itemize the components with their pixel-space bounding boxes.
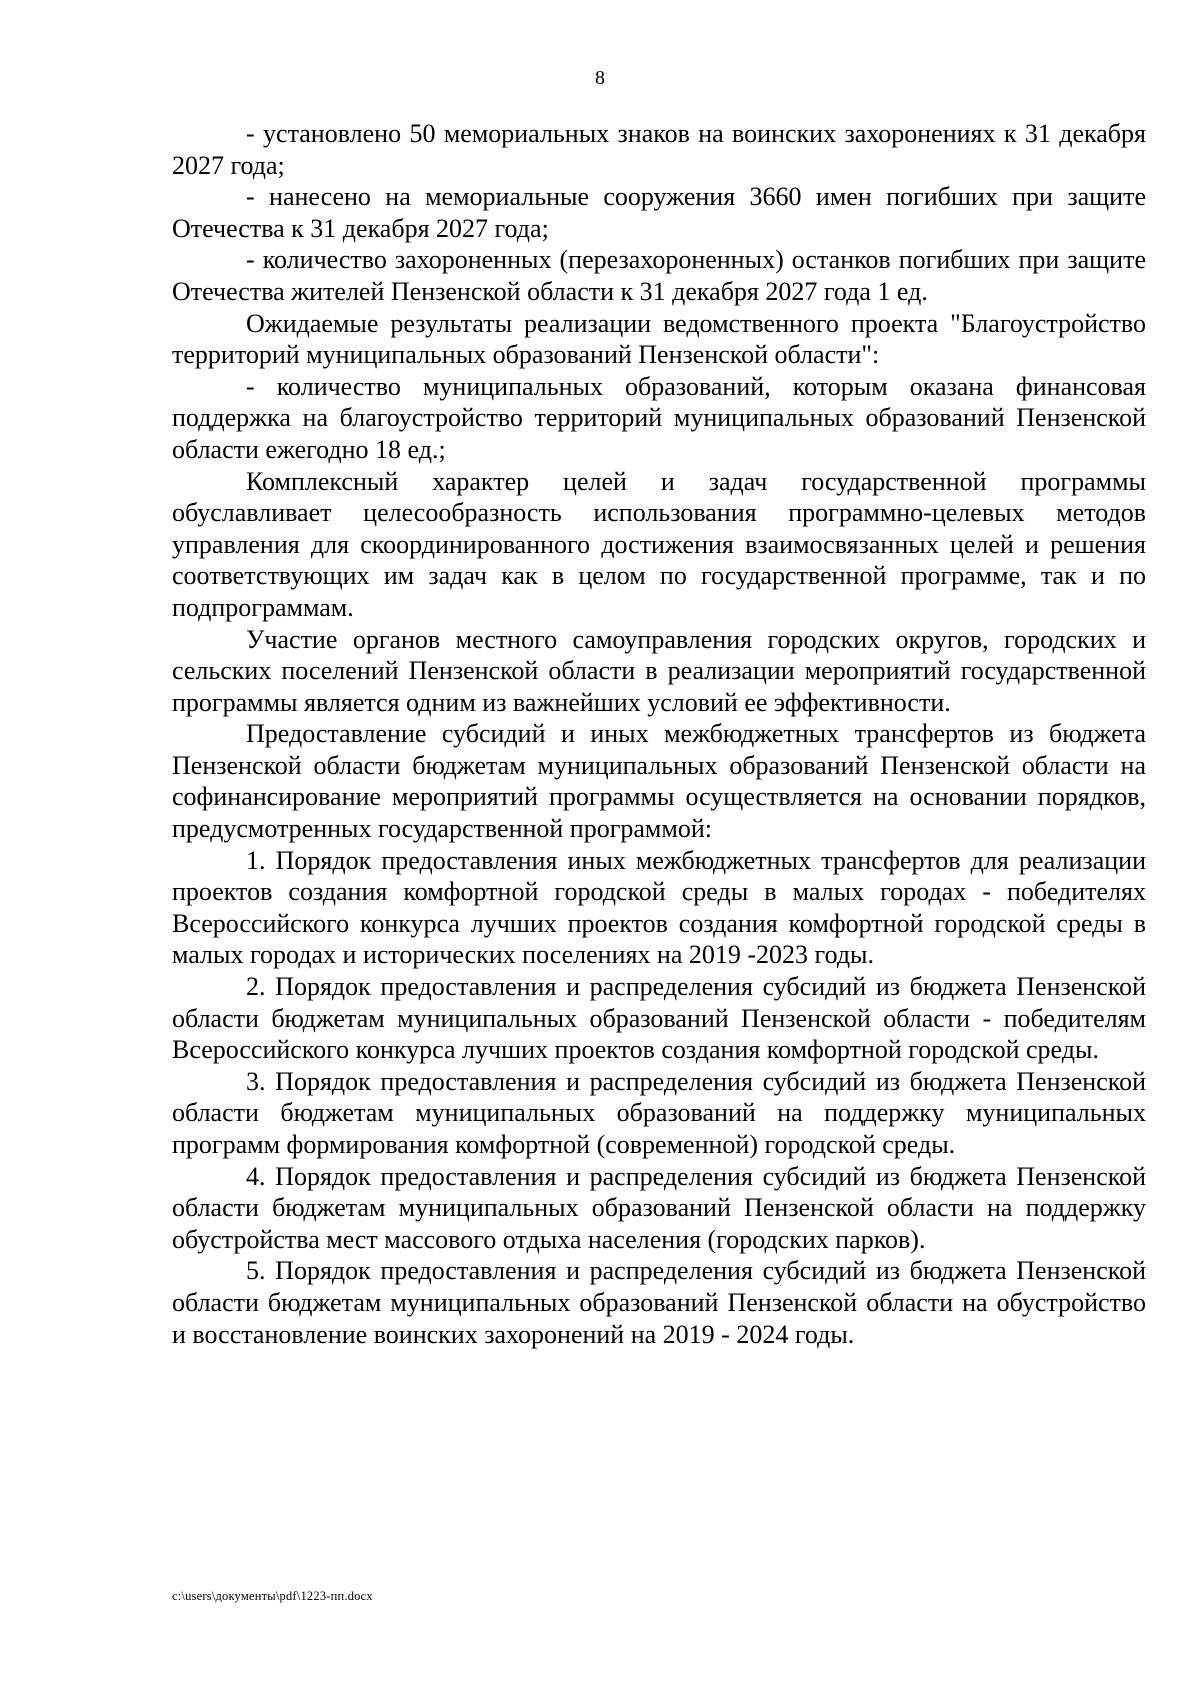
file-path-footer: c:\users\документы\pdf\1223-пп.docx xyxy=(172,1589,373,1603)
paragraph: - количество муниципальных образований, которым оказана финансовая поддержка на благоустройство территорий муниципальных образований Пензенской области ежегодно 18 ед.; xyxy=(172,371,1146,464)
paragraph: Комплексный характер целей и задач государственной программы обуславливает целесообразность использования программно-целевых методов управления для скоординированного достижения взаимосвязанных целей и решения соответствующих им задач как в целом по государственной программе, так и по подпрограммам. xyxy=(172,466,1146,622)
paragraph: 5. Порядок предоставления и распределения субсидий из бюджета Пензенской области бюджетам муниципальных образований Пензенской области на обустройство и восстановление воинских захоронений на 2019 - 2024 годы. xyxy=(172,1256,1146,1349)
paragraph: - установлено 50 мемориальных знаков на воинских захоронениях к 31 декабря 2027 года; xyxy=(172,119,1146,180)
paragraph: Участие органов местного самоуправления городских округов, городских и сельских поселений Пензенской области в реализации мероприятий государственной программы является одним из важнейших условий ее эффективности. xyxy=(172,624,1146,717)
paragraph: - нанесено на мемориальные сооружения 3660 имен погибших при защите Отечества к 31 декабря 2027 года; xyxy=(172,182,1146,243)
document-body xyxy=(172,118,1146,1350)
page-number: 8 xyxy=(595,67,605,89)
paragraph: 1. Порядок предоставления иных межбюджетных трансфертов для реализации проектов создания комфортной городской среды в малых городах - победителях Всероссийского конкурса лучших проектов создания комфортной городской среды в малых городах и исторических поселениях на 2019 -2023 годы. xyxy=(172,845,1146,970)
paragraph: 3. Порядок предоставления и распределения субсидий из бюджета Пензенской области бюджетам муниципальных образований на поддержку муниципальных программ формирования комфортной (современной) городской среды. xyxy=(172,1066,1146,1159)
paragraph: 4. Порядок предоставления и распределения субсидий из бюджета Пензенской области бюджетам муниципальных образований Пензенской области на поддержку обустройства мест массового отдыха населения (городских парков). xyxy=(172,1161,1146,1254)
paragraph: - количество захороненных (перезахороненных) останков погибших при защите Отечества жителей Пензенской области к 31 декабря 2027 года 1 ед. xyxy=(172,245,1146,306)
paragraph: Ожидаемые результаты реализации ведомственного проекта "Благоустройство территорий муниципальных образований Пензенской области": xyxy=(172,308,1146,370)
paragraph: Предоставление субсидий и иных межбюджетных трансфертов из бюджета Пензенской области бюджетам муниципальных образований Пензенской области на софинансирование мероприятий программы осуществляется на основании порядков, предусмотренных государственной программой: xyxy=(172,719,1146,844)
paragraph: 2. Порядок предоставления и распределения субсидий из бюджета Пензенской области бюджетам муниципальных образований Пензенской области - победителям Всероссийского конкурса лучших проектов создания комфортной городской среды. xyxy=(172,972,1146,1065)
